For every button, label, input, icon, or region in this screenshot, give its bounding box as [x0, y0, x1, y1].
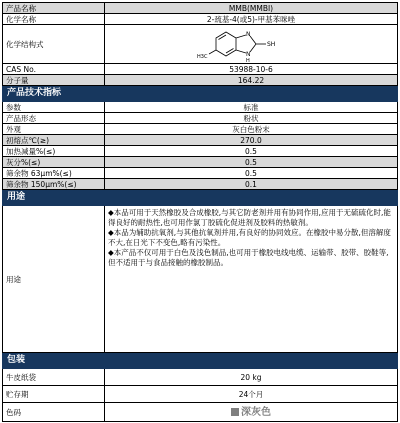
bond-c-n-top	[236, 35, 246, 38]
spec-label: 筛余物 150μm%(≤)	[3, 179, 105, 190]
product-name-value: MMB(MMBI)	[105, 3, 398, 14]
structure-cell	[105, 25, 398, 64]
storage-value: 24个月	[105, 386, 398, 403]
molecular-weight-label: 分子量	[3, 75, 105, 86]
color-swatch-icon	[231, 408, 239, 416]
datasheet-table	[2, 2, 398, 422]
product-datasheet	[2, 2, 398, 422]
spec-row	[3, 135, 398, 146]
benzene-ring	[216, 32, 236, 56]
packaging-value: 20 kg	[105, 369, 398, 386]
spec-row	[3, 179, 398, 190]
packaging-row	[3, 386, 398, 403]
spec-label: 加热减量%(≤)	[3, 146, 105, 157]
spec-value: 标准	[105, 102, 398, 113]
molecular-structure-diagram	[196, 26, 306, 62]
spec-label: 灰分%(≤)	[3, 157, 105, 168]
methyl-label: H3C	[197, 54, 208, 60]
spec-value: 0.5	[105, 157, 398, 168]
row-structure	[3, 25, 398, 64]
spec-value: 0.1	[105, 179, 398, 190]
spec-row	[3, 157, 398, 168]
spec-label: 初熔点℃(≥)	[3, 135, 105, 146]
packaging-row	[3, 369, 398, 386]
spec-row	[3, 113, 398, 124]
spec-label: 产品形态	[3, 113, 105, 124]
product-name-label: 产品名称	[3, 3, 105, 14]
bond-n-c2-top	[250, 36, 256, 44]
chemical-name-label: 化学名称	[3, 14, 105, 25]
usage-description	[105, 206, 398, 353]
spec-row	[3, 146, 398, 157]
row-product-name	[3, 3, 398, 14]
cas-value: 53988-10-6	[105, 64, 398, 75]
packaging-label: 牛皮纸袋	[3, 369, 105, 386]
usage-title: 用途	[3, 190, 398, 206]
chemical-name-value: 2-巯基-4(或5)-甲基苯咪唑	[105, 14, 398, 25]
specs-title: 产品技术指标	[3, 86, 398, 102]
row-chemical-name	[3, 14, 398, 25]
atom-n-bottom: N	[246, 51, 251, 58]
spec-row	[3, 168, 398, 179]
bond-methyl	[209, 50, 216, 54]
atom-n-top: N	[246, 31, 251, 38]
spec-label: 参数	[3, 102, 105, 113]
section-packaging-header	[3, 353, 398, 369]
cas-label: CAS No.	[3, 64, 105, 75]
molecular-weight-value: 164.22	[105, 75, 398, 86]
section-specs-header	[3, 86, 398, 102]
packaging-row	[3, 403, 398, 422]
color-code-label: 色码	[3, 403, 105, 422]
spec-label: 外观	[3, 124, 105, 135]
atom-sh: SH	[267, 41, 276, 48]
atom-h: H	[246, 58, 250, 62]
spec-value: 灰白色粉末	[105, 124, 398, 135]
spec-row	[3, 102, 398, 113]
structure-label: 化学结构式	[3, 25, 105, 64]
row-cas	[3, 64, 398, 75]
usage-paragraph: ◆本品为辅助抗氧剂,与其他抗氧剂并用,有良好的协同效应。在橡胶中易分散,但溶解度不大,在日光下不变色,略有污染性。	[108, 228, 391, 247]
color-code-value: 深灰色	[241, 406, 271, 418]
spec-value: 270.0	[105, 135, 398, 146]
spec-row	[3, 124, 398, 135]
spec-value: 粉状	[105, 113, 398, 124]
row-molecular-weight	[3, 75, 398, 86]
bond-c-n-bottom	[236, 50, 246, 53]
usage-paragraph: ◆本产品不仅可用于白色及浅色制品,也可用于橡胶电线电缆、运输带、胶带、胶鞋等,但不适用于与食品接触的橡胶制品。	[108, 248, 389, 267]
spec-label: 筛余物 63μm%(≤)	[3, 168, 105, 179]
usage-label: 用途	[3, 206, 105, 353]
spec-value: 0.5	[105, 168, 398, 179]
section-usage-header	[3, 190, 398, 206]
row-usage	[3, 206, 398, 353]
usage-paragraph: ◆本品可用于天然橡胶及合成橡胶,与其它防老剂并用有协同作用,应用于无硫硫化时,能得良好的耐热性,也可用作氯丁胶硫化促进剂及胶料的热敏剂。	[108, 208, 391, 227]
storage-label: 贮存期	[3, 386, 105, 403]
color-code-cell	[105, 403, 398, 422]
bond-n-c2-bottom	[250, 44, 256, 52]
spec-value: 0.5	[105, 146, 398, 157]
packaging-title: 包装	[3, 353, 398, 369]
